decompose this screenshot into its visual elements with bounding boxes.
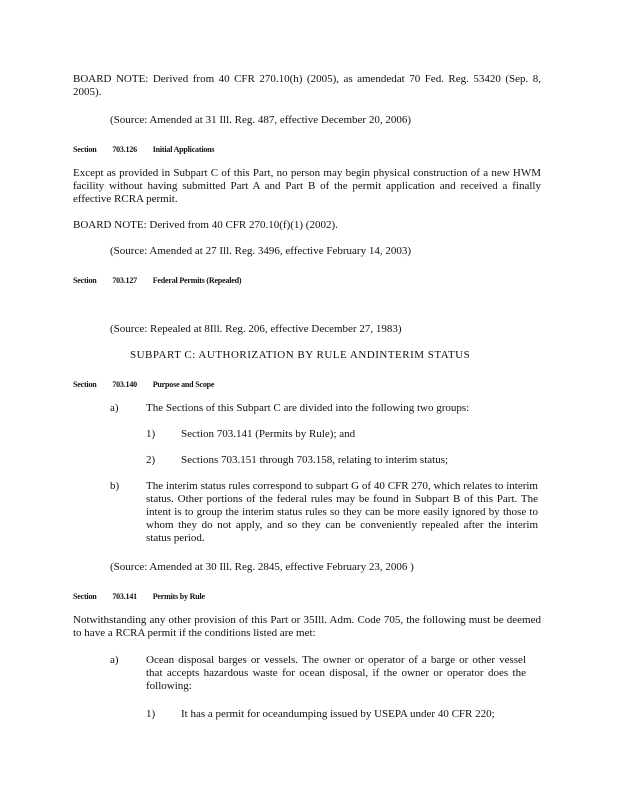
item-a2-label: 2) xyxy=(146,454,156,466)
section-title: Permits by Rule xyxy=(152,592,205,601)
item-b-label: b) xyxy=(110,480,120,492)
item-a2-text: Sections 703.151 through 703.158, relating to interim status; xyxy=(181,454,449,466)
section-number: 703.126 xyxy=(112,145,137,154)
section-number: 703.127 xyxy=(112,276,137,285)
section-label: Section xyxy=(73,592,97,601)
section-number: 703.140 xyxy=(112,380,137,389)
source-note-3: (Source: Repealed at 8Ill. Reg. 206, effective December 27, 1983) xyxy=(110,323,402,335)
item-a1-text: Section 703.141 (Permits by Rule); and xyxy=(181,428,356,440)
source-note-4: (Source: Amended at 30 Ill. Reg. 2845, effective February 23, 2006 ) xyxy=(110,561,414,573)
section-heading-703-126 xyxy=(73,143,228,156)
board-note-1: BOARD NOTE: Derived from 40 CFR 270.10(h) (2005), as amendedat 70 Fed. Reg. 53420 (Sep. 8, 2005). xyxy=(73,73,541,98)
subpart-heading: SUBPART C: AUTHORIZATION BY RULE ANDINTERIM STATUS xyxy=(130,349,471,361)
section-title: Federal Permits (Repealed) xyxy=(152,276,242,285)
item-c1-text: It has a permit for oceandumping issued by USEPA under 40 CFR 220; xyxy=(181,708,495,720)
item-c-text: Ocean disposal barges or vessels. The owner or operator of a barge or other vessel that accepts hazardous waste for ocean disposal, if the owner or operator does the following: xyxy=(146,654,526,692)
source-note-2: (Source: Amended at 27 Ill. Reg. 3496, effective February 14, 2003) xyxy=(110,245,411,257)
item-b-text: The interim status rules correspond to subpart G of 40 CFR 270, which relates to interim status. Other portions of the federal rules may be found in Subpart B of this Part. The intent is to group the interim status rules so they can be more easily ignored by those to whom they do not apply, and so they can be conveniently repealed after the interim status period. xyxy=(146,480,538,544)
item-c-label: a) xyxy=(110,654,119,666)
paragraph-permits-by-rule: Notwithstanding any other provision of this Part or 35Ill. Adm. Code 705, the following must be deemed to have a RCRA permit if the conditions listed are met: xyxy=(73,614,541,639)
section-title: Purpose and Scope xyxy=(152,380,215,389)
board-note-2: BOARD NOTE: Derived from 40 CFR 270.10(f)(1) (2002). xyxy=(73,219,338,231)
section-heading-703-141 xyxy=(73,590,219,603)
item-a-text: The Sections of this Subpart C are divided into the following two groups: xyxy=(146,402,470,414)
item-c1-label: 1) xyxy=(146,708,156,720)
paragraph-initial-applications: Except as provided in Subpart C of this Part, no person may begin physical construction of a new HWM facility without having submitted Part A and Part B of the permit application and received a finally effective RCRA permit. xyxy=(73,167,541,205)
section-title: Initial Applications xyxy=(152,145,215,154)
section-label: Section xyxy=(73,145,97,154)
item-a1-label: 1) xyxy=(146,428,156,440)
source-note-1: (Source: Amended at 31 Ill. Reg. 487, effective December 20, 2006) xyxy=(110,114,411,126)
section-heading-703-127 xyxy=(73,274,255,287)
item-a-label: a) xyxy=(110,402,119,414)
section-label: Section xyxy=(73,380,97,389)
section-number: 703.141 xyxy=(112,592,137,601)
section-label: Section xyxy=(73,276,97,285)
section-heading-703-140 xyxy=(73,378,228,391)
